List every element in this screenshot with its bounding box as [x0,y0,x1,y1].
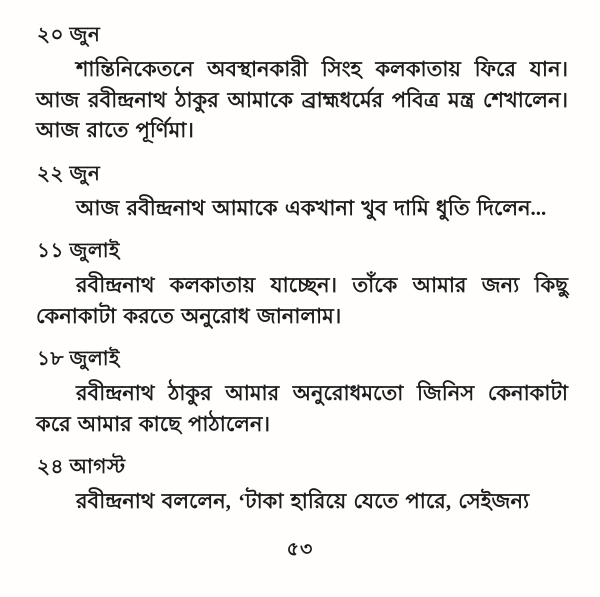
entry-date: ১৮ জুলাই [37,348,120,370]
diary-entry [36,454,568,517]
page-content [36,22,568,532]
entry-body: শান্তিনিকেতনে অবস্থানকারী সিংহ কলকাতায় ফিরে যান। আজ রবীন্দ্রনাথ ঠাকুর আমাকে ব্রাহ্মধর্মের পবিত্র মন্ত্র শেখালেন। আজ রাতে পূর্ণিমা। [36,57,568,142]
entry-body: রবীন্দ্রনাথ বললেন, ‘টাকা হারিয়ে যেতে পারে, সেইজন্য [76,489,530,513]
entry-date: ২৪ আগস্ট [37,456,126,478]
entry-date: ২২ জুন [37,162,101,185]
diary-entry [36,346,568,439]
entry-date: ১১ জুলাই [37,240,120,262]
entry-body: রবীন্দ্রনাথ কলকাতায় যাচ্ছেন। তাঁকে আমার জন্য কিছু কেনাকাটা করতে অনুরোধ জানালাম। [36,273,568,328]
diary-entry [36,238,568,331]
diary-entry [36,161,568,224]
diary-entry [36,22,568,146]
entry-date: ২০ জুন [37,24,101,46]
entry-body: আজ রবীন্দ্রনাথ আমাকে একখানা খুব দামি ধুতি দিলেন... [76,195,547,220]
entry-body: রবীন্দ্রনাথ ঠাকুর আমার অনুরোধমতো জিনিস কেনাকাটা করে আমার কাছে পাঠালেন। [36,381,568,436]
page-number: ৫৩ [286,539,314,560]
